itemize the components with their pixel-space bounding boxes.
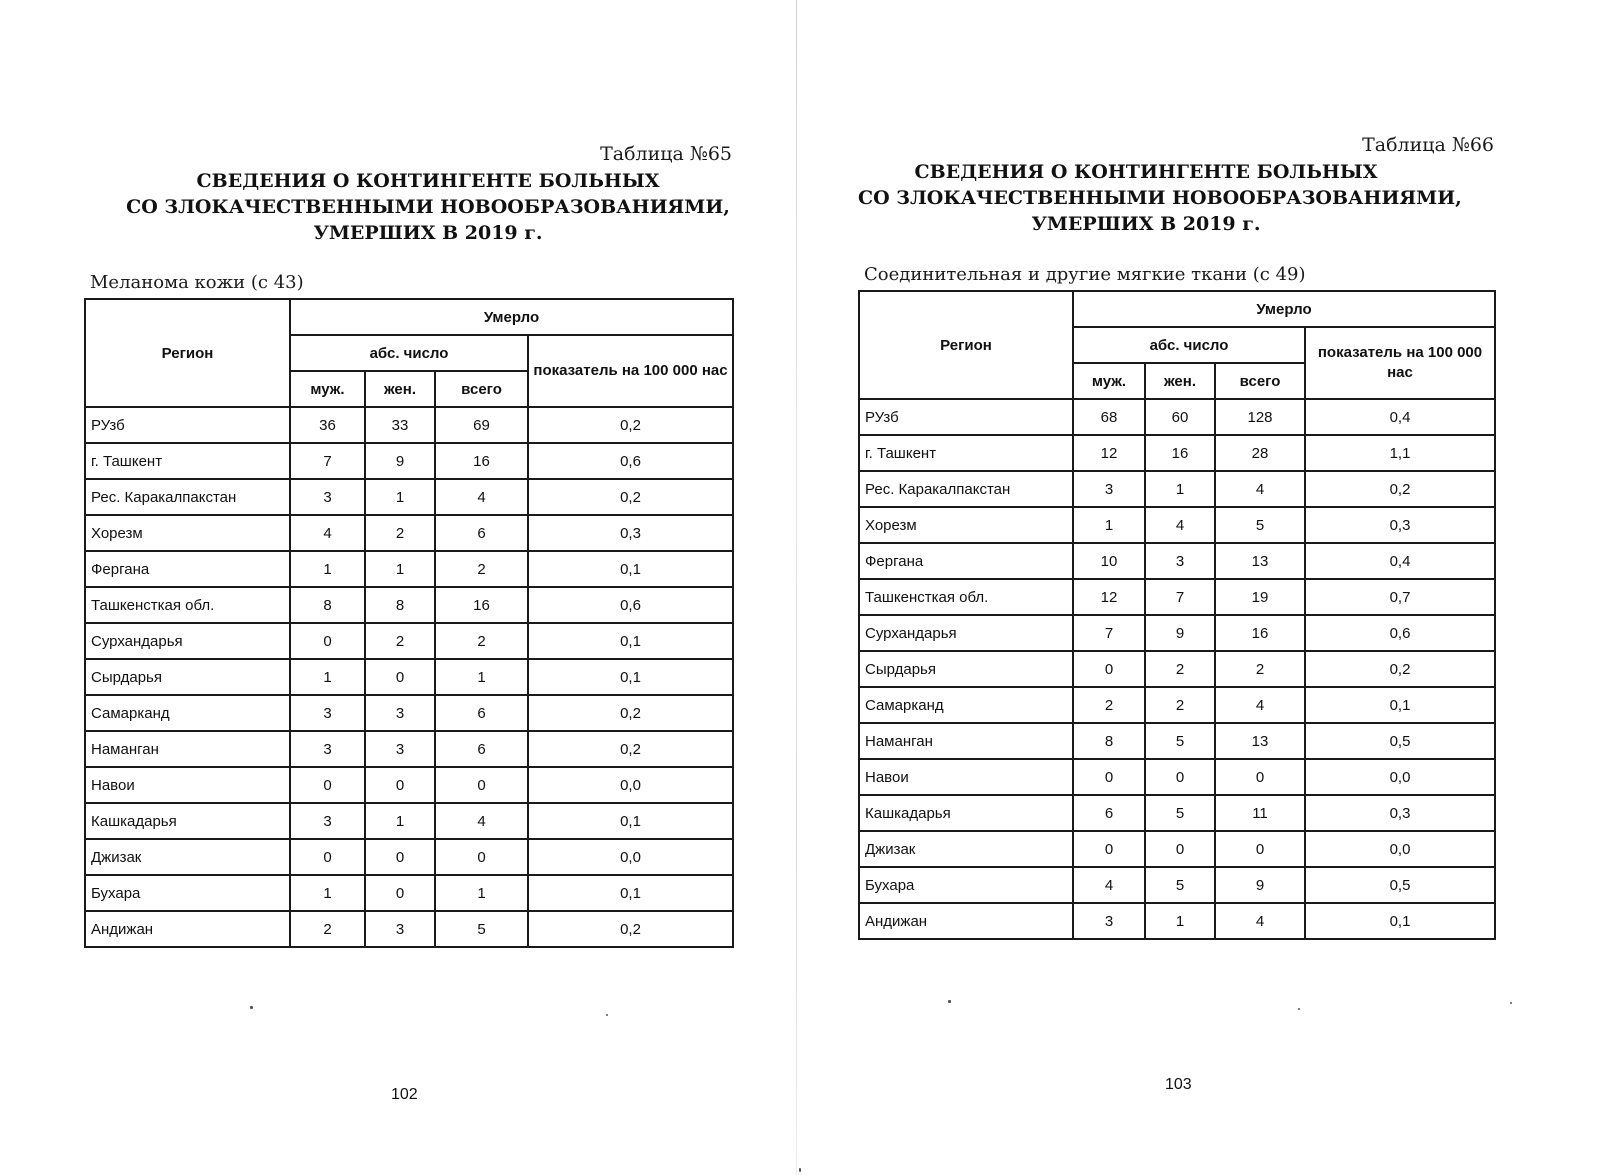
cell-region: РУзб xyxy=(859,399,1073,435)
cell-region: Рес. Каракалпакстан xyxy=(859,471,1073,507)
table-row xyxy=(85,803,733,839)
cell-region: Сырдарья xyxy=(859,651,1073,687)
cell-male: 3 xyxy=(1073,471,1145,507)
cell-total: 28 xyxy=(1215,435,1305,471)
cell-rate: 0,0 xyxy=(528,839,733,875)
table-number: Таблица №65 xyxy=(600,143,732,165)
table-row xyxy=(859,507,1495,543)
cell-rate: 0,5 xyxy=(1305,723,1495,759)
cell-male: 1 xyxy=(290,659,365,695)
cell-total: 5 xyxy=(435,911,528,947)
scan-speck xyxy=(799,1168,801,1172)
cell-male: 3 xyxy=(290,731,365,767)
scan-speck xyxy=(606,1014,608,1016)
mortality-table xyxy=(84,298,734,948)
cell-female: 3 xyxy=(365,731,435,767)
cell-total: 6 xyxy=(435,695,528,731)
cell-total: 0 xyxy=(435,839,528,875)
cell-region: Самарканд xyxy=(859,687,1073,723)
header-rate: показатель на 100 000 нас xyxy=(1305,327,1495,399)
cell-rate: 0,1 xyxy=(1305,687,1495,723)
cell-male: 0 xyxy=(290,623,365,659)
table-row xyxy=(85,911,733,947)
cell-rate: 0,6 xyxy=(1305,615,1495,651)
left-page xyxy=(84,0,732,1175)
table-row xyxy=(85,659,733,695)
header-rate: показатель на 100 000 нас xyxy=(528,335,733,407)
header-died: Умерло xyxy=(290,299,733,335)
cell-female: 1 xyxy=(1145,471,1215,507)
table-row xyxy=(85,515,733,551)
cell-female: 0 xyxy=(365,659,435,695)
heading-line: УМЕРШИХ В 2019 г. xyxy=(1031,213,1261,235)
cell-female: 0 xyxy=(1145,759,1215,795)
cell-female: 60 xyxy=(1145,399,1215,435)
table-row xyxy=(85,767,733,803)
table-row xyxy=(85,587,733,623)
cell-rate: 0,3 xyxy=(528,515,733,551)
cell-rate: 0,0 xyxy=(1305,759,1495,795)
cell-male: 12 xyxy=(1073,435,1145,471)
cell-region: г. Ташкент xyxy=(85,443,290,479)
cell-female: 2 xyxy=(1145,687,1215,723)
table-body xyxy=(859,399,1495,939)
cell-region: Андижан xyxy=(85,911,290,947)
cell-female: 2 xyxy=(365,515,435,551)
cell-region: Навои xyxy=(85,767,290,803)
cell-region: Рес. Каракалпакстан xyxy=(85,479,290,515)
header-male: муж. xyxy=(1073,363,1145,399)
table-number: Таблица №66 xyxy=(1362,134,1494,156)
cell-female: 5 xyxy=(1145,723,1215,759)
cell-region: Ташкенсткая обл. xyxy=(859,579,1073,615)
header-male: муж. xyxy=(290,371,365,407)
table-row xyxy=(85,479,733,515)
cell-total: 4 xyxy=(435,479,528,515)
cell-rate: 0,1 xyxy=(528,551,733,587)
cell-female: 1 xyxy=(365,803,435,839)
cell-female: 9 xyxy=(1145,615,1215,651)
table-row xyxy=(859,723,1495,759)
cell-total: 5 xyxy=(1215,507,1305,543)
cell-total: 128 xyxy=(1215,399,1305,435)
table-heading xyxy=(124,168,732,246)
cell-rate: 0,2 xyxy=(528,731,733,767)
cell-total: 13 xyxy=(1215,543,1305,579)
cell-region: Джизак xyxy=(859,831,1073,867)
cell-male: 3 xyxy=(1073,903,1145,939)
cell-female: 33 xyxy=(365,407,435,443)
mortality-table xyxy=(858,290,1496,940)
table-row xyxy=(859,651,1495,687)
cell-region: Сурхандарья xyxy=(859,615,1073,651)
cell-total: 0 xyxy=(435,767,528,803)
cell-region: г. Ташкент xyxy=(859,435,1073,471)
cell-female: 7 xyxy=(1145,579,1215,615)
cell-female: 3 xyxy=(365,911,435,947)
cell-region: РУзб xyxy=(85,407,290,443)
cell-rate: 0,0 xyxy=(528,767,733,803)
cell-male: 8 xyxy=(1073,723,1145,759)
cell-male: 0 xyxy=(1073,759,1145,795)
cell-male: 7 xyxy=(1073,615,1145,651)
cell-male: 12 xyxy=(1073,579,1145,615)
page-number: 102 xyxy=(391,1086,418,1103)
cell-region: Бухара xyxy=(85,875,290,911)
cell-total: 11 xyxy=(1215,795,1305,831)
cell-male: 3 xyxy=(290,803,365,839)
header-region: Регион xyxy=(85,299,290,407)
cell-total: 4 xyxy=(1215,903,1305,939)
cell-male: 10 xyxy=(1073,543,1145,579)
cell-region: Джизак xyxy=(85,839,290,875)
cell-female: 16 xyxy=(1145,435,1215,471)
cell-total: 1 xyxy=(435,659,528,695)
cell-male: 36 xyxy=(290,407,365,443)
cell-total: 19 xyxy=(1215,579,1305,615)
cell-total: 16 xyxy=(435,443,528,479)
cell-total: 4 xyxy=(1215,471,1305,507)
cell-female: 0 xyxy=(365,875,435,911)
cell-region: Кашкадарья xyxy=(859,795,1073,831)
cell-female: 1 xyxy=(365,551,435,587)
table-heading xyxy=(858,159,1462,237)
cell-total: 2 xyxy=(1215,651,1305,687)
table-row xyxy=(85,623,733,659)
table-row xyxy=(859,759,1495,795)
table-row xyxy=(859,615,1495,651)
cell-female: 2 xyxy=(365,623,435,659)
cell-male: 4 xyxy=(1073,867,1145,903)
cell-total: 16 xyxy=(1215,615,1305,651)
cell-male: 1 xyxy=(1073,507,1145,543)
table-row xyxy=(859,543,1495,579)
header-region: Регион xyxy=(859,291,1073,399)
header-total: всего xyxy=(435,371,528,407)
cell-total: 0 xyxy=(1215,759,1305,795)
cell-rate: 0,3 xyxy=(1305,507,1495,543)
right-page xyxy=(858,0,1494,1175)
cell-male: 6 xyxy=(1073,795,1145,831)
cell-rate: 0,5 xyxy=(1305,867,1495,903)
cell-rate: 0,2 xyxy=(528,911,733,947)
table-row xyxy=(859,399,1495,435)
table-row xyxy=(859,795,1495,831)
cell-female: 0 xyxy=(365,839,435,875)
cell-rate: 0,0 xyxy=(1305,831,1495,867)
table-row xyxy=(859,831,1495,867)
cell-female: 1 xyxy=(365,479,435,515)
scan-speck xyxy=(1510,1002,1512,1004)
cell-region: Фергана xyxy=(85,551,290,587)
cell-male: 2 xyxy=(1073,687,1145,723)
cell-total: 9 xyxy=(1215,867,1305,903)
cell-rate: 0,4 xyxy=(1305,399,1495,435)
heading-line: СВЕДЕНИЯ О КОНТИНГЕНТЕ БОЛЬНЫХ xyxy=(914,161,1378,183)
cell-female: 9 xyxy=(365,443,435,479)
cell-male: 1 xyxy=(290,551,365,587)
cell-total: 16 xyxy=(435,587,528,623)
cell-rate: 0,2 xyxy=(528,695,733,731)
cell-rate: 0,1 xyxy=(528,623,733,659)
heading-line: УМЕРШИХ В 2019 г. xyxy=(313,222,543,244)
cell-region: Наманган xyxy=(859,723,1073,759)
cell-total: 4 xyxy=(435,803,528,839)
header-female: жен. xyxy=(365,371,435,407)
header-abs-number: абс. число xyxy=(290,335,528,371)
table-row xyxy=(859,579,1495,615)
header-female: жен. xyxy=(1145,363,1215,399)
cell-rate: 0,6 xyxy=(528,587,733,623)
cell-female: 4 xyxy=(1145,507,1215,543)
cell-male: 8 xyxy=(290,587,365,623)
cell-region: Хорезм xyxy=(859,507,1073,543)
cell-rate: 0,1 xyxy=(528,803,733,839)
cell-rate: 0,2 xyxy=(528,479,733,515)
cell-region: Сырдарья xyxy=(85,659,290,695)
cell-rate: 0,1 xyxy=(528,659,733,695)
heading-line: СО ЗЛОКАЧЕСТВЕННЫМИ НОВООБРАЗОВАНИЯМИ, xyxy=(858,187,1462,209)
table-row xyxy=(85,875,733,911)
table-row xyxy=(859,687,1495,723)
cell-total: 4 xyxy=(1215,687,1305,723)
page-number: 103 xyxy=(1165,1076,1192,1093)
scan-speck xyxy=(250,1006,253,1009)
table-row xyxy=(85,407,733,443)
table-row xyxy=(859,471,1495,507)
heading-line: СВЕДЕНИЯ О КОНТИНГЕНТЕ БОЛЬНЫХ xyxy=(196,170,660,192)
cell-region: Навои xyxy=(859,759,1073,795)
cell-male: 0 xyxy=(1073,651,1145,687)
table-row xyxy=(85,443,733,479)
cell-region: Хорезм xyxy=(85,515,290,551)
cell-female: 5 xyxy=(1145,867,1215,903)
scan-speck xyxy=(948,1000,951,1003)
table-row xyxy=(859,435,1495,471)
cell-total: 2 xyxy=(435,623,528,659)
header-total: всего xyxy=(1215,363,1305,399)
cell-total: 1 xyxy=(435,875,528,911)
header-died: Умерло xyxy=(1073,291,1495,327)
cell-male: 2 xyxy=(290,911,365,947)
cell-region: Сурхандарья xyxy=(85,623,290,659)
cell-male: 0 xyxy=(1073,831,1145,867)
table-row xyxy=(859,903,1495,939)
table-row xyxy=(85,551,733,587)
cell-female: 0 xyxy=(1145,831,1215,867)
cell-rate: 0,7 xyxy=(1305,579,1495,615)
cell-rate: 1,1 xyxy=(1305,435,1495,471)
cell-female: 1 xyxy=(1145,903,1215,939)
table-subtitle: Меланома кожи (с 43) xyxy=(90,272,304,293)
heading-line: СО ЗЛОКАЧЕСТВЕННЫМИ НОВООБРАЗОВАНИЯМИ, xyxy=(126,196,730,218)
cell-total: 2 xyxy=(435,551,528,587)
cell-male: 1 xyxy=(290,875,365,911)
cell-rate: 0,2 xyxy=(528,407,733,443)
cell-rate: 0,2 xyxy=(1305,471,1495,507)
table-row xyxy=(85,695,733,731)
cell-total: 6 xyxy=(435,731,528,767)
cell-female: 0 xyxy=(365,767,435,803)
cell-rate: 0,2 xyxy=(1305,651,1495,687)
cell-total: 6 xyxy=(435,515,528,551)
cell-female: 3 xyxy=(1145,543,1215,579)
cell-region: Андижан xyxy=(859,903,1073,939)
cell-rate: 0,1 xyxy=(1305,903,1495,939)
cell-female: 5 xyxy=(1145,795,1215,831)
table-body xyxy=(85,407,733,947)
table-subtitle: Соединительная и другие мягкие ткани (с 49) xyxy=(864,264,1306,285)
table-row xyxy=(85,731,733,767)
cell-male: 3 xyxy=(290,695,365,731)
cell-female: 3 xyxy=(365,695,435,731)
cell-male: 0 xyxy=(290,767,365,803)
cell-female: 8 xyxy=(365,587,435,623)
cell-total: 0 xyxy=(1215,831,1305,867)
header-abs-number: абс. число xyxy=(1073,327,1305,363)
cell-male: 7 xyxy=(290,443,365,479)
cell-male: 0 xyxy=(290,839,365,875)
cell-rate: 0,4 xyxy=(1305,543,1495,579)
book-spine xyxy=(796,0,797,1175)
cell-region: Фергана xyxy=(859,543,1073,579)
cell-region: Наманган xyxy=(85,731,290,767)
cell-region: Ташкенсткая обл. xyxy=(85,587,290,623)
cell-male: 68 xyxy=(1073,399,1145,435)
cell-male: 3 xyxy=(290,479,365,515)
cell-female: 2 xyxy=(1145,651,1215,687)
cell-region: Бухара xyxy=(859,867,1073,903)
table-row xyxy=(859,867,1495,903)
cell-region: Кашкадарья xyxy=(85,803,290,839)
cell-rate: 0,3 xyxy=(1305,795,1495,831)
cell-male: 4 xyxy=(290,515,365,551)
table-row xyxy=(85,839,733,875)
cell-region: Самарканд xyxy=(85,695,290,731)
cell-total: 69 xyxy=(435,407,528,443)
cell-rate: 0,6 xyxy=(528,443,733,479)
scan-speck xyxy=(1298,1008,1300,1010)
cell-rate: 0,1 xyxy=(528,875,733,911)
cell-total: 13 xyxy=(1215,723,1305,759)
